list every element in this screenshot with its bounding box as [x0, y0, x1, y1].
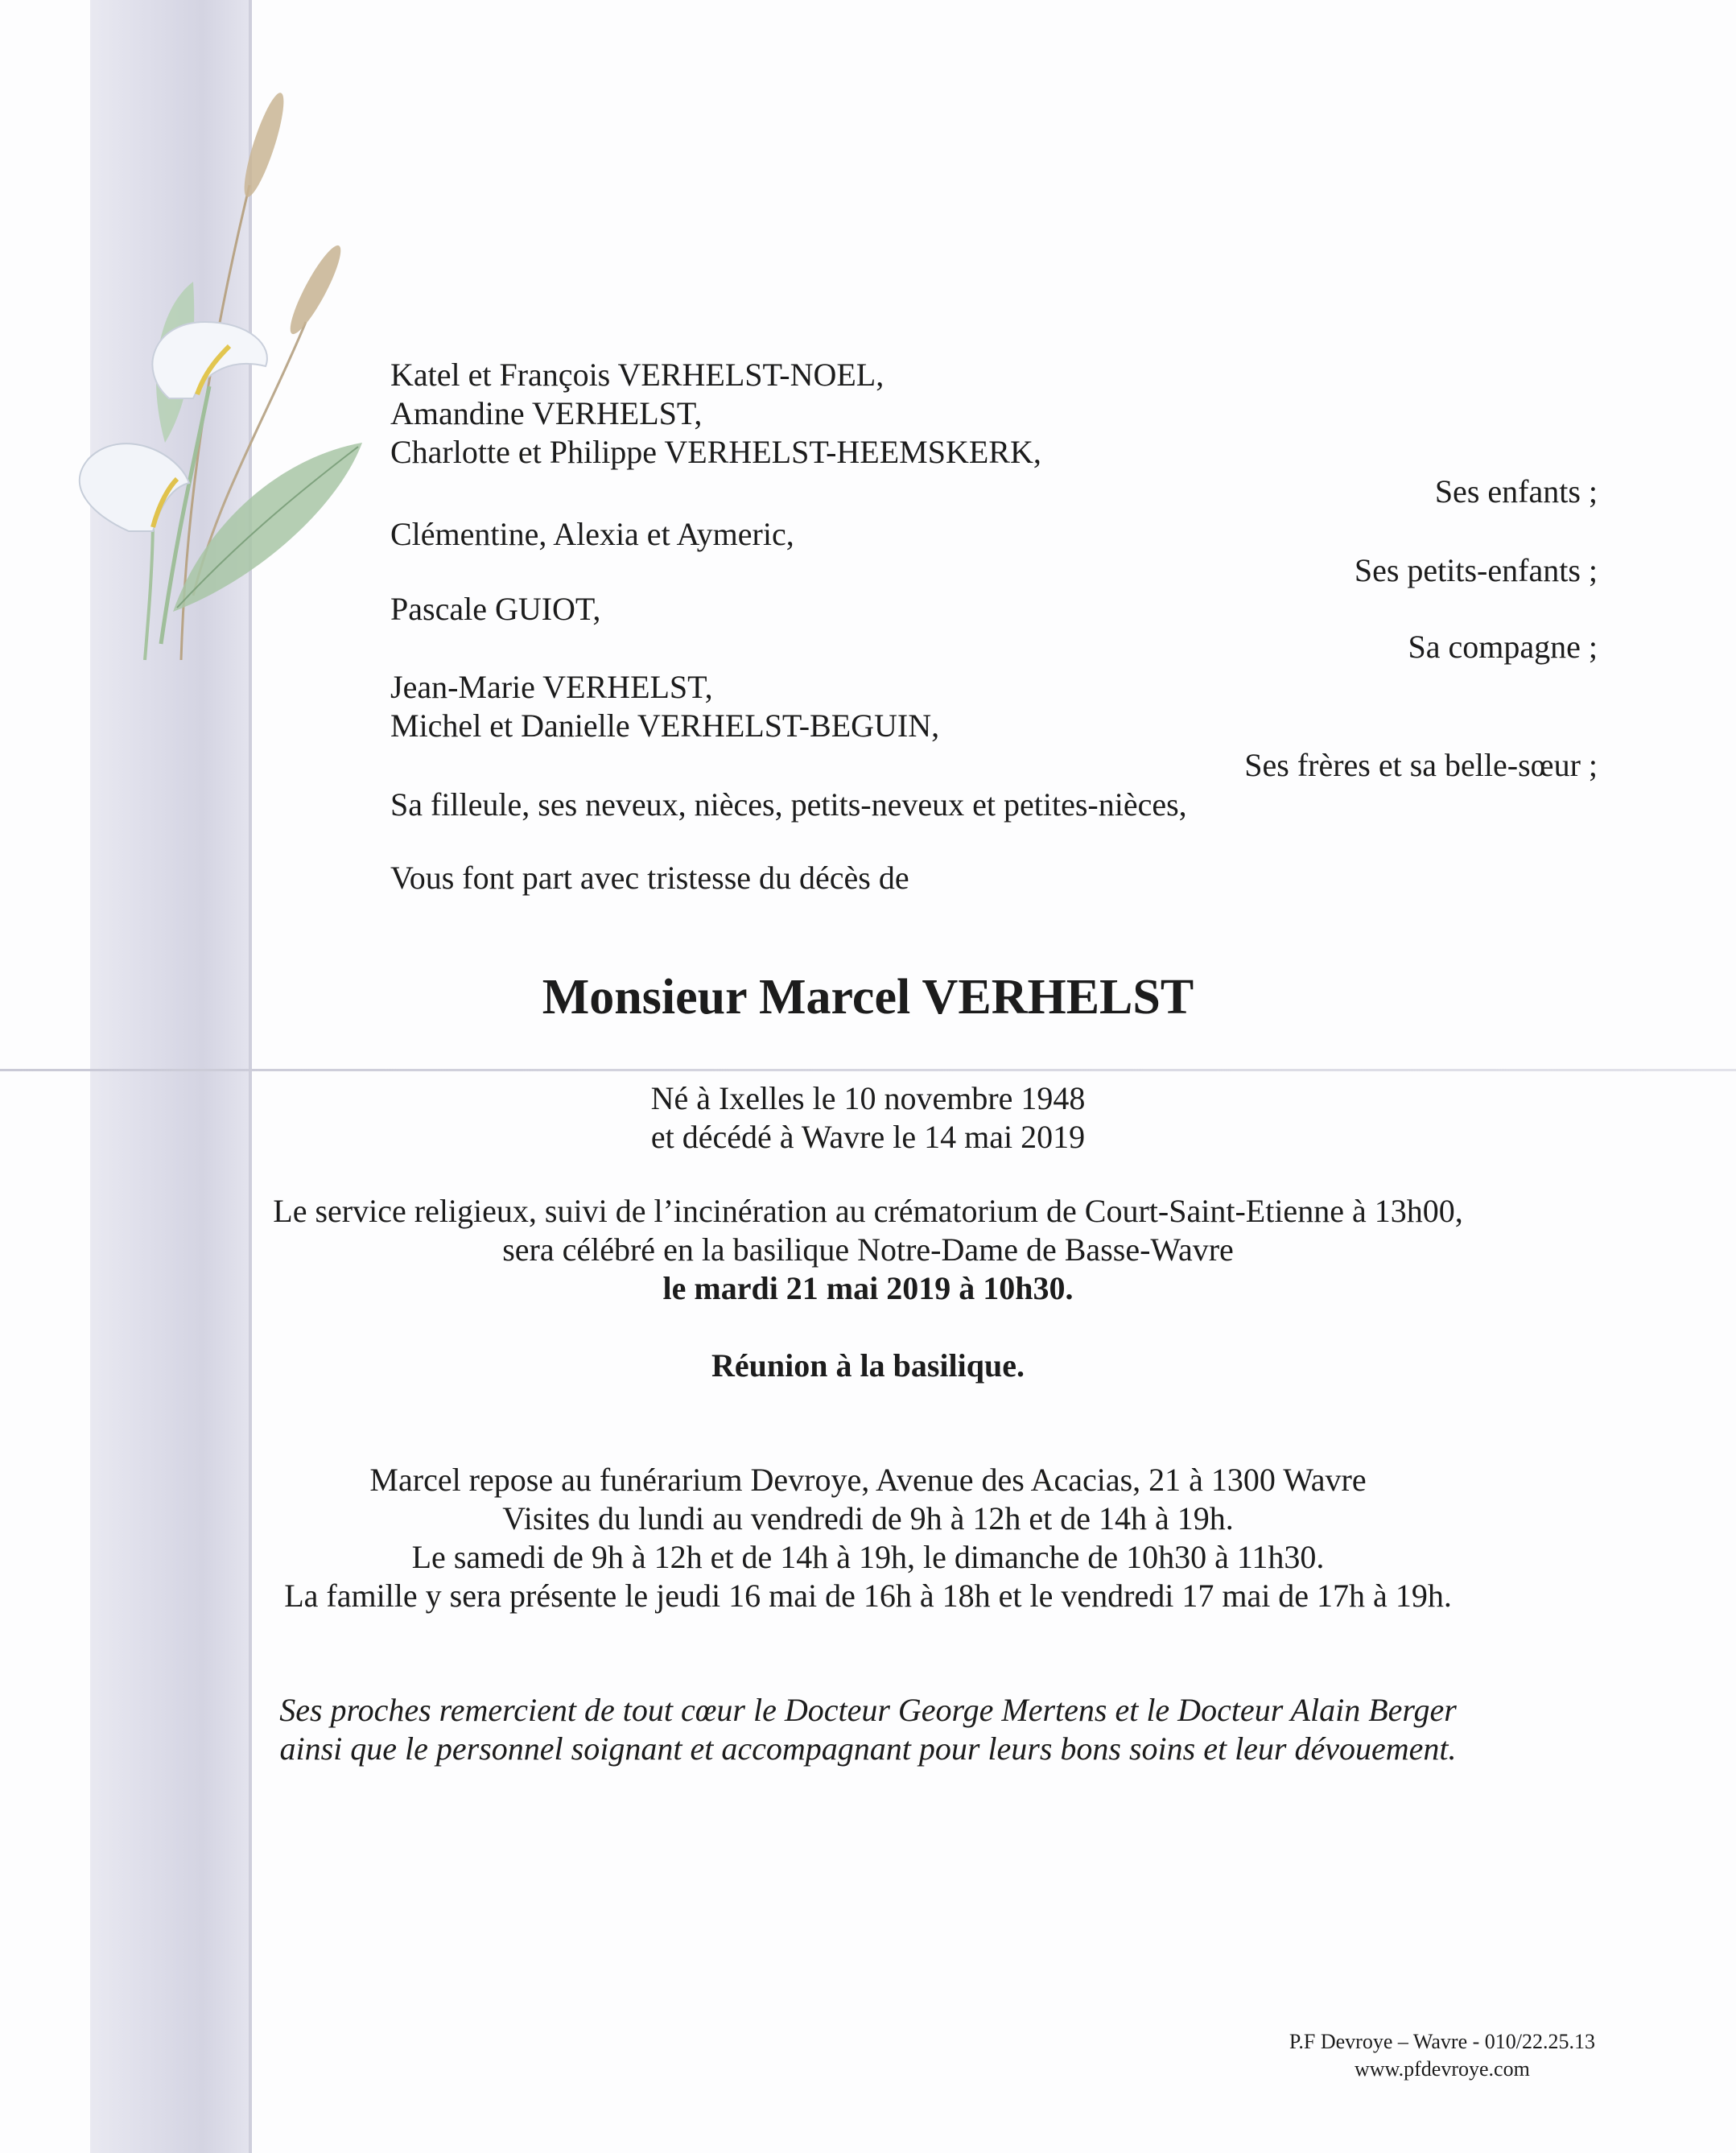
- partner-line: Pascale GUIOT,: [390, 591, 601, 627]
- extended-family-line: Sa filleule, ses neveux, nièces, petits-neveux et petites-nièces,: [390, 786, 1187, 823]
- child-line-1: Katel et François VERHELST-NOEL,: [390, 357, 884, 393]
- funeral-home-contact: P.F Devroye – Wavre - 010/22.25.13: [1289, 2030, 1595, 2053]
- service-date: le mardi 21 mai 2019 à 10h30.: [662, 1270, 1074, 1306]
- announcement-line: Vous font part avec tristesse du décès de: [390, 860, 909, 896]
- meeting-line: Réunion à la basilique.: [711, 1347, 1025, 1384]
- child-line-3: Charlotte et Philippe VERHELST-HEEMSKERK,: [390, 434, 1041, 470]
- children-label: Ses enfants ;: [1434, 473, 1598, 509]
- fold-line: [0, 1069, 1736, 1071]
- deceased-name: Monsieur Marcel VERHELST: [542, 970, 1194, 1025]
- partner-label: Sa compagne ;: [1408, 629, 1598, 665]
- service-line-2: sera célébré en la basilique Notre-Dame de Basse-Wavre: [502, 1231, 1234, 1268]
- death-line: et décédé à Wavre le 14 mai 2019: [650, 1119, 1086, 1155]
- visitation-line-3: Le samedi de 9h à 12h et de 14h à 19h, le dimanche de 10h30 à 11h30.: [411, 1539, 1325, 1575]
- grandchildren-line: Clémentine, Alexia et Aymeric,: [390, 516, 794, 552]
- grandchildren-label: Ses petits-enfants ;: [1354, 552, 1598, 588]
- visitation-line-2: Visites du lundi au vendredi de 9h à 12h et de 14h à 19h.: [502, 1500, 1234, 1536]
- thanks-line-1: Ses proches remercient de tout cœur le Docteur George Mertens et le Docteur Alain Berger: [279, 1692, 1457, 1728]
- sibling-line-2: Michel et Danielle VERHELST-BEGUIN,: [390, 707, 940, 744]
- service-line-1: Le service religieux, suivi de l’incinération au crématorium de Court-Saint-Etienne à 13h00,: [273, 1193, 1463, 1229]
- birth-line: Né à Ixelles le 10 novembre 1948: [650, 1080, 1086, 1116]
- calla-lily-wheat-icon: [32, 80, 370, 692]
- child-line-2: Amandine VERHELST,: [390, 395, 703, 431]
- funeral-home-website: www.pfdevroye.com: [1355, 2057, 1530, 2081]
- funeral-home-footer: [1289, 2028, 1595, 2083]
- visitation-line-1: Marcel repose au funérarium Devroye, Avenue des Acacias, 21 à 1300 Wavre: [369, 1462, 1367, 1498]
- sibling-line-1: Jean-Marie VERHELST,: [390, 669, 713, 705]
- siblings-label: Ses frères et sa belle-sœur ;: [1244, 747, 1598, 783]
- visitation-line-4: La famille y sera présente le jeudi 16 mai de 16h à 18h et le vendredi 17 mai de 17h à 19h.: [284, 1578, 1452, 1614]
- thanks-line-2: ainsi que le personnel soignant et accompagnant pour leurs bons soins et leur dévouement.: [279, 1730, 1457, 1767]
